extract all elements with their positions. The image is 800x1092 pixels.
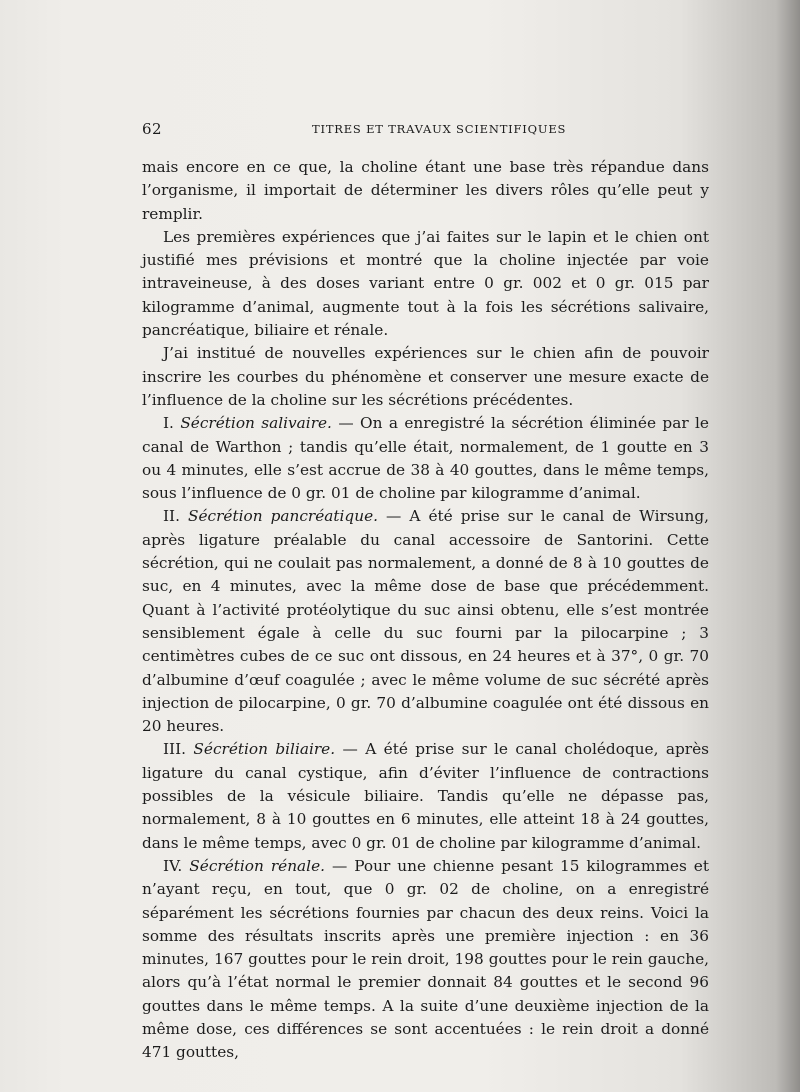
running-head xyxy=(142,120,709,140)
paragraph-continuation: mais encore en ce que, la choline étant une base très répandue dans l’organisme, il importait de déterminer les divers rôles qu’elle peut y remplir. xyxy=(142,158,709,223)
paragraph-first-experiments: Les premières expériences que j’ai faites sur le lapin et le chien ont justifié mes prévisions et montré que la choline injectée par voie intraveineuse, à des doses variant entre 0 gr. 002 et 0 gr. 015 par kilogramme d’animal, augmente tout à la fois les sécrétions salivaire, pancréatique, biliaire et rénale. xyxy=(142,227,709,340)
page-number: 62 xyxy=(142,120,163,138)
section-heading: Sécrétion pancréatique. xyxy=(187,507,378,526)
section-heading: Sécrétion biliaire. xyxy=(193,740,336,759)
running-title: TITRES ET TRAVAUX SCIENTIFIQUES xyxy=(312,122,567,136)
section-heading: Sécrétion rénale. xyxy=(189,856,325,875)
section-pancreatic-secretion: II. Sécrétion pancréatique. — A été prise sur le canal de Wirsung, après ligature préalable du canal accessoire de Santorini. Cette sécrétion, qui ne coulait pas normalement, a donné de 8 à 10 gouttes de suc, en 4 minutes, avec la même dose de base que précédemment. Quant à l’activité protéolytique du suc ainsi obtenu, elle s’est montrée sensiblement égale à celle du suc fourni par la pilocarpine ; 3 centimètres cubes de ce suc ont dissous, en 24 heures et à 37°, 0 gr. 70 d’albumine d’œuf coagulée ; avec le même volume de suc sécrété après injection de pilocarpine, 0 gr. 70 d’albumine coagulée ont été dissous en 20 heures. xyxy=(142,507,710,736)
section-salivary-secretion: I. Sécrétion salivaire. — On a enregistré la sécrétion éliminée par le canal de Warthon ; tandis qu’elle était, normalement, de 1 goutte en 3 ou 4 minutes, elle s’est accrue de 38 à 40 gouttes, dans le même temps, sous l’influence de 0 gr. 01 de choline par kilogramme d’animal. xyxy=(142,414,709,503)
paragraph-new-experiments: J’ai institué de nouvelles expériences sur le chien afin de pouvoir inscrire les courbes du phénomène et conserver une mesure exacte de l’influence de la choline sur les sécrétions précédentes. xyxy=(142,344,709,409)
section-heading: Sécrétion salivaire. xyxy=(180,414,332,433)
body-text xyxy=(142,156,709,1065)
section-biliary-secretion: III. Sécrétion biliaire. — A été prise sur le canal cholédoque, après ligature du canal cystique, afin d’éviter l’influence de contractions possibles de la vésicule biliaire. Tandis qu’elle ne dépasse pas, normalement, 8 à 10 gouttes en 6 minutes, elle atteint 18 à 24 gouttes, dans le même temps, avec 0 gr. 01 de choline par kilogramme d’animal. xyxy=(142,740,710,852)
section-renal-secretion: IV. Sécrétion rénale. — Pour une chienne pesant 15 kilogrammes et n’ayant reçu, en tout, que 0 gr. 02 de choline, on a enregistré séparément les sécrétions fournies par chacun des deux reins. Voici la somme des résultats inscrits après une première injection : en 36 minutes, 167 gouttes pour le rein droit, 198 gouttes pour le rein gauche, alors qu’à l’état normal le premier donnait 84 gouttes et le second 96 gouttes dans le même temps. A la suite d’une deuxième injection de la même dose, ces différences se sont accentuées : le rein droit a donné 471 gouttes, xyxy=(142,856,710,1062)
